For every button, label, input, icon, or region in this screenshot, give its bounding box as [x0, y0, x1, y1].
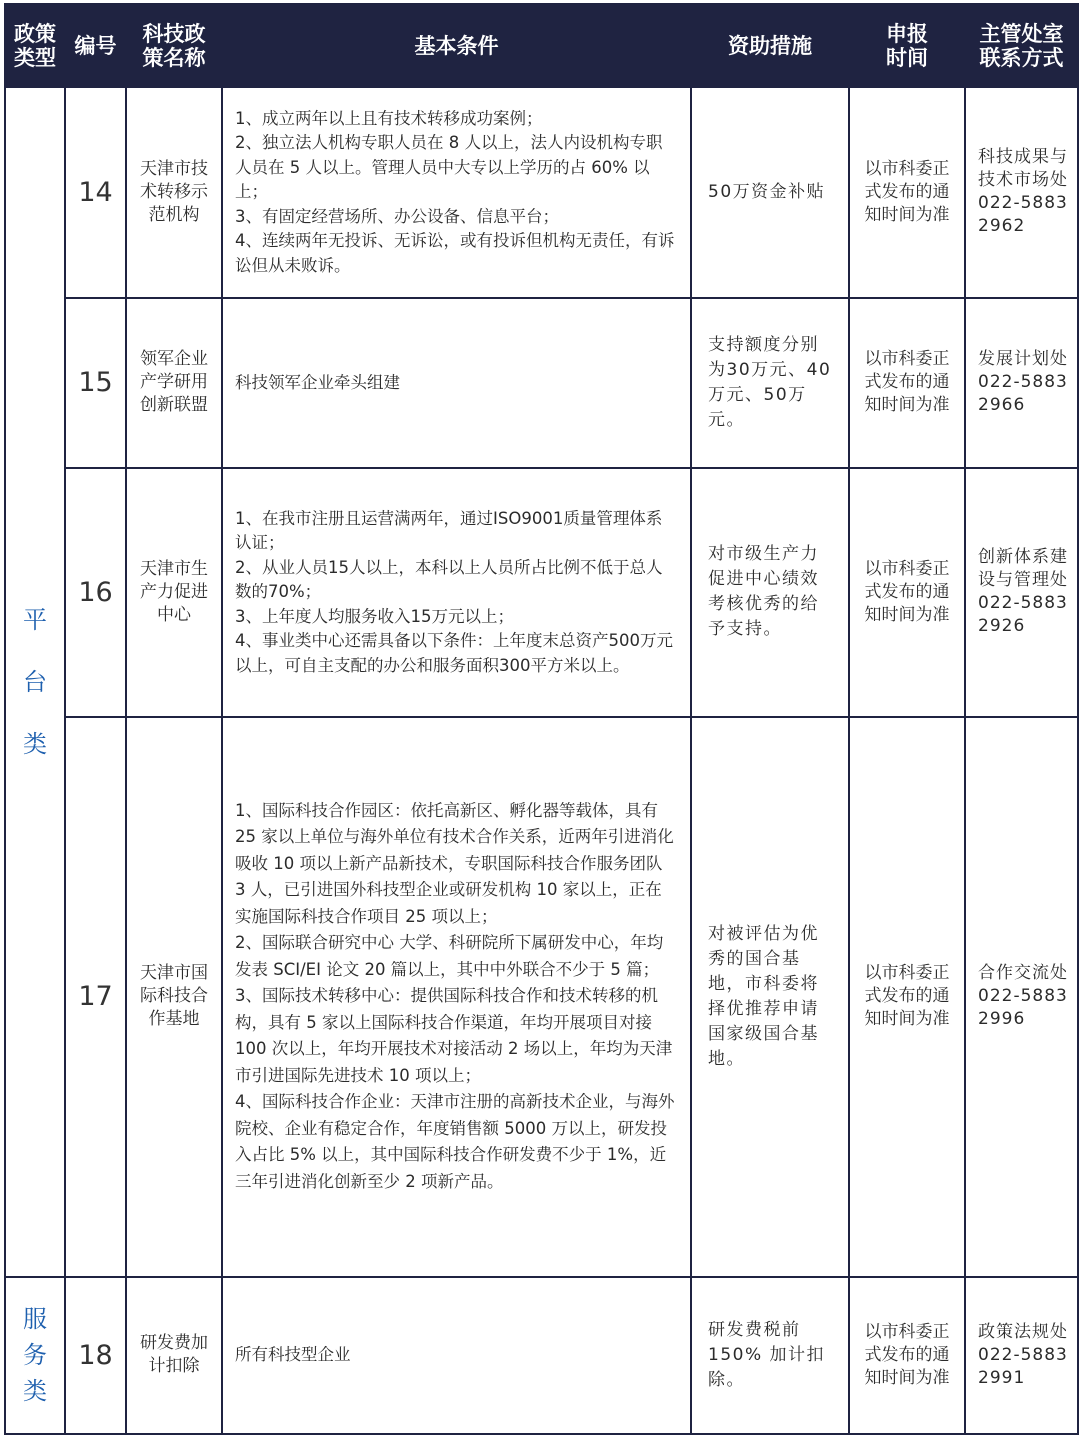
row-number: 17	[65, 717, 126, 1277]
apply-time: 以市科委正式发布的通知时间为准	[849, 1277, 965, 1434]
contact-cell	[965, 87, 1078, 298]
table-row	[5, 717, 1078, 1277]
row-number: 18	[65, 1277, 126, 1434]
contact-phone: 022-58832966	[978, 372, 1068, 416]
condition-item: 所有科技型企业	[235, 1345, 351, 1364]
condition-item: 3、有固定经营场所、办公设备、信息平台；	[235, 206, 559, 226]
conditions-cell	[222, 468, 691, 717]
conditions-cell	[222, 717, 691, 1277]
support-measure: 50万资金补贴	[691, 87, 849, 298]
category-char: 台	[23, 667, 47, 696]
condition-item: 1、成立两年以上且有技术转移成功案例；	[235, 108, 543, 128]
apply-time: 以市科委正式发布的通知时间为准	[849, 298, 965, 469]
header-number: 编号	[65, 4, 126, 87]
condition-item: 3、上年度人均服务收入15万元以上；	[235, 606, 514, 626]
contact-dept: 合作交流处	[978, 963, 1068, 984]
apply-time: 以市科委正式发布的通知时间为准	[849, 717, 965, 1277]
apply-time: 以市科委正式发布的通知时间为准	[849, 468, 965, 717]
header-policy-type: 政策类型	[5, 4, 65, 87]
contact-dept: 科技成果与技术市场处	[978, 147, 1068, 191]
category-char: 类	[23, 729, 47, 758]
policy-name: 天津市国际科技合作基地	[126, 717, 222, 1277]
table-header	[5, 4, 1078, 87]
header-contact: 主管处室联系方式	[965, 4, 1078, 87]
contact-dept: 创新体系建设与管理处	[978, 547, 1068, 591]
conditions-cell	[222, 1277, 691, 1434]
header-apply-time: 申报时间	[849, 4, 965, 87]
category-char: 务	[23, 1341, 47, 1370]
contact-cell	[965, 1277, 1078, 1434]
header-support: 资助措施	[691, 4, 849, 87]
support-measure: 支持额度分别为30万元、40万元、50万元。	[691, 298, 849, 469]
condition-item: 4、国际科技合作企业：天津市注册的高新技术企业，与海外院校、企业有稳定合作，年度销售额 5000 万以上，研发投入占比 5% 以上，其中国际科技合作研发费不少于 1%，近三年引进消化创新至少 2 项新产品。	[235, 1092, 675, 1191]
policy-name: 研发费加计扣除	[126, 1277, 222, 1434]
condition-item: 4、连续两年无投诉、无诉讼，或有投诉但机构无责任，有诉讼但从未败诉。	[235, 231, 675, 275]
contact-phone: 022-58832962	[978, 193, 1068, 237]
condition-item: 1、国际科技合作园区：依托高新区、孵化器等载体，具有 25 家以上单位与海外单位有技术合作关系，近两年引进消化吸收 10 项以上新产品新技术，专职国际科技合作服务团队 3 人，已引进国外科技型企业或研发机构 10 家以上，正在实施国际科技合作项目 25 项以上；	[235, 800, 674, 926]
conditions-cell	[222, 298, 691, 469]
support-measure: 对被评估为优秀的国合基地，市科委将择优推荐申请国家级国合基地。	[691, 717, 849, 1277]
contact-cell	[965, 717, 1078, 1277]
table-row	[5, 468, 1078, 717]
category-platform	[5, 87, 65, 1277]
apply-time: 以市科委正式发布的通知时间为准	[849, 87, 965, 298]
row-number: 15	[65, 298, 126, 469]
category-service	[5, 1277, 65, 1434]
header-policy-name: 科技政策名称	[126, 4, 222, 87]
contact-dept: 发展计划处	[978, 349, 1068, 370]
condition-item: 4、事业类中心还需具备以下条件：上年度末总资产500万元以上，可自主支配的办公和服务面积300平方米以上。	[235, 631, 673, 675]
row-number: 14	[65, 87, 126, 298]
condition-item: 2、从业人员15人以上，本科以上人员所占比例不低于总人数的70%；	[235, 557, 663, 602]
category-char: 平	[23, 605, 47, 634]
condition-item: 1、在我市注册且运营满两年，通过ISO9001质量管理体系认证；	[235, 508, 663, 553]
contact-cell	[965, 468, 1078, 717]
condition-item: 科技领军企业牵头组建	[235, 372, 400, 392]
policy-name: 天津市生产力促进中心	[126, 468, 222, 717]
table-row	[5, 298, 1078, 469]
table-row	[5, 1277, 1078, 1434]
policy-name: 领军企业产学研用创新联盟	[126, 298, 222, 469]
contact-phone: 022-58832991	[978, 1344, 1068, 1388]
contact-phone: 022-58832996	[978, 986, 1068, 1030]
category-char: 类	[23, 1377, 47, 1406]
policy-name: 天津市技术转移示范机构	[126, 87, 222, 298]
row-number: 16	[65, 468, 126, 717]
condition-item: 3、国际技术转移中心：提供国际科技合作和技术转移的机构，具有 5 家以上国际科技合作渠道，年均开展项目对接 100 次以上，年均开展技术对接活动 2 场以上，年均为天津市引进国际先进技术 10 项以上；	[235, 986, 673, 1085]
table-row	[5, 87, 1078, 298]
support-measure: 对市级生产力促进中心绩效考核优秀的给予支持。	[691, 468, 849, 717]
category-char: 服	[23, 1305, 47, 1334]
conditions-cell	[222, 87, 691, 298]
support-measure: 研发费税前150% 加计扣除。	[691, 1277, 849, 1434]
condition-item: 2、国际联合研究中心 大学、科研院所下属研发中心，年均发表 SCI/EI 论文 20 篇以上，其中中外联合不少于 5 篇；	[235, 933, 664, 979]
condition-item: 2、独立法人机构专职人员在 8 人以上，法人内设机构专职人员在 5 人以上。管理人员中大专以上学历的占 60% 以上；	[235, 133, 663, 202]
policy-table	[4, 3, 1079, 1435]
contact-cell	[965, 298, 1078, 469]
contact-dept: 政策法规处	[978, 1321, 1068, 1342]
contact-phone: 022-58832926	[978, 593, 1068, 637]
header-conditions: 基本条件	[222, 4, 691, 87]
